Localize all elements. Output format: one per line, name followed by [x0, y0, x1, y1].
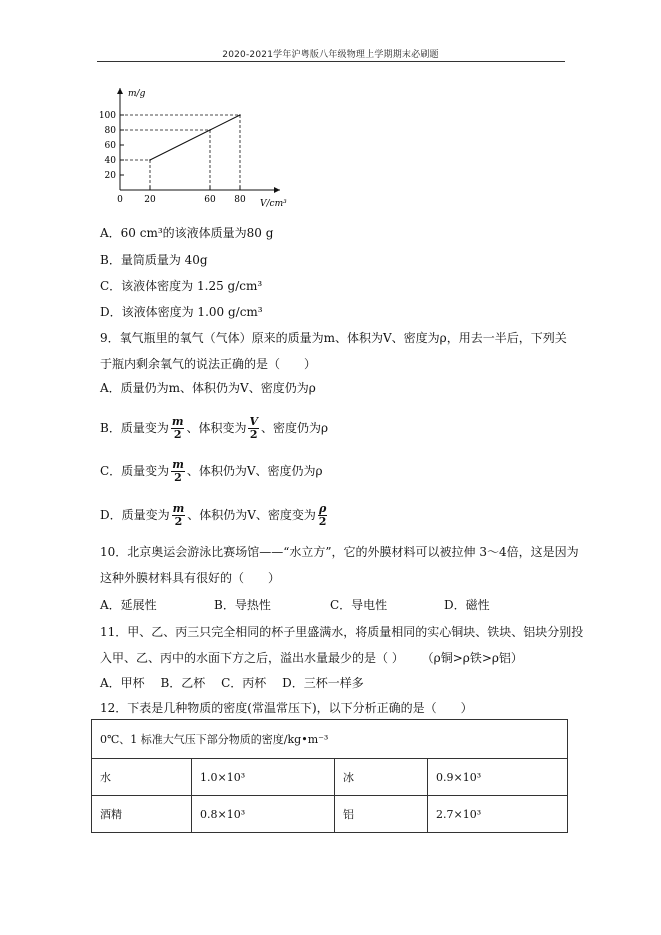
q9-c-suffix: 、体积仍为V、密度仍为ρ [186, 464, 323, 478]
q9-option-d [100, 503, 329, 528]
table-cell: 0.8×10³ [192, 796, 335, 833]
q9-b-mid1: 、体积变为 [186, 421, 247, 435]
q10-stem-line1: 10．北京奥运会游泳比赛场馆——“水立方”，它的外膜材料可以被拉伸 3～4倍，这是因为 [100, 545, 579, 559]
table-cell: 0.9×10³ [428, 759, 568, 796]
page-header: 2020-2021学年沪粤版八年级物理上学期期末必刷题 [222, 50, 439, 60]
data-point [239, 114, 241, 116]
q11-stem-line1: 11．甲、乙、丙三只完全相同的杯子里盛满水，将质量相同的实心铜块、铁块、铝块分别投 [100, 625, 584, 639]
fraction-rho-over-2: $\frac{\rho}{2}$ [318, 502, 327, 528]
density-table [91, 719, 568, 833]
q11-density-relation: （ρ铜>ρ铁>ρ铝） [421, 651, 523, 665]
q8-option-b: B．量筒质量为 40g [100, 253, 208, 267]
table-cell: 水 [92, 759, 192, 796]
table-cell: 酒精 [92, 796, 192, 833]
y-tick-label: 40 [104, 156, 116, 166]
q9-option-a: A．质量仍为m、体积仍为V、密度仍为ρ [100, 381, 316, 395]
q9-option-b [100, 416, 328, 441]
q9-option-c [100, 459, 323, 484]
x-tick-label: 60 [204, 195, 216, 205]
q9-stem-line2: 于瓶内剩余氧气的说法正确的是（ ） [100, 357, 317, 371]
q10-option-b: B．导热性 [214, 598, 271, 612]
mass-volume-graph [95, 82, 315, 212]
table-caption: 0℃、1 标准大气压下部分物质的密度/kg•m⁻³ [92, 720, 568, 759]
y-tick-label: 80 [104, 126, 116, 136]
q8-option-d: D．该液体密度为 1.00 g/cm³ [100, 305, 263, 319]
q12-stem: 12．下表是几种物质的密度(常温常压下)，以下分析正确的是（ ） [100, 701, 473, 715]
q8-option-a: A．60 cm³的该液体质量为80 g [100, 226, 274, 240]
q10-option-c: C．导电性 [330, 598, 388, 612]
fraction-m-over-2: $\frac{m}{2}$ [172, 458, 184, 484]
fraction-m-over-2: $\frac{m}{2}$ [172, 502, 185, 528]
table-cell: 冰 [335, 759, 428, 796]
q10-option-a: A．延展性 [100, 598, 157, 612]
y-axis-arrow [117, 88, 123, 94]
q9-b-mid2: 、密度仍为ρ [261, 421, 329, 435]
q9-d-prefix: D．质量变为 [100, 508, 170, 522]
table-cell: 2.7×10³ [428, 796, 568, 833]
x-tick-label: 80 [234, 195, 246, 205]
q11-stem-line2 [100, 651, 523, 665]
y-tick-label: 100 [98, 111, 116, 121]
data-point [149, 159, 151, 161]
table-cell: 1.0×10³ [192, 759, 335, 796]
q11-stem-text: 入甲、乙、丙中的水面下方之后，溢出水量最少的是（ ） [100, 651, 404, 665]
data-line [150, 115, 240, 160]
fraction-m-over-2: $\frac{m}{2}$ [171, 415, 184, 441]
y-tick-label: 60 [104, 141, 116, 151]
table-row [92, 759, 568, 796]
header-rule [97, 61, 565, 62]
table-cell: 铝 [335, 796, 428, 833]
q8-option-c: C．该液体密度为 1.25 g/cm³ [100, 279, 263, 293]
q9-b-prefix: B．质量变为 [100, 421, 169, 435]
x-tick-label: 0 [117, 195, 123, 205]
q11-options: A．甲杯 B．乙杯 C．丙杯 D．三杯一样多 [100, 676, 364, 690]
x-axis-arrow [274, 187, 280, 193]
q10-option-d: D．磁性 [444, 598, 490, 612]
q9-d-mid: 、体积仍为V、密度变为 [187, 508, 316, 522]
table-row [92, 796, 568, 833]
fraction-v-over-2: $\frac{V}{2}$ [249, 415, 259, 441]
y-axis-label: m/g [128, 89, 146, 99]
x-tick-label: 20 [144, 195, 156, 205]
data-point [209, 129, 211, 131]
q10-stem-line2: 这种外膜材料具有很好的（ ） [100, 571, 281, 585]
q9-c-prefix: C．质量变为 [100, 464, 170, 478]
y-tick-label: 20 [104, 171, 116, 181]
x-axis-label: V/cm³ [260, 199, 287, 209]
q9-stem-line1: 9．氧气瓶里的氧气（气体）原来的质量为m、体积为V、密度为ρ，用去一半后，下列关 [100, 331, 567, 345]
